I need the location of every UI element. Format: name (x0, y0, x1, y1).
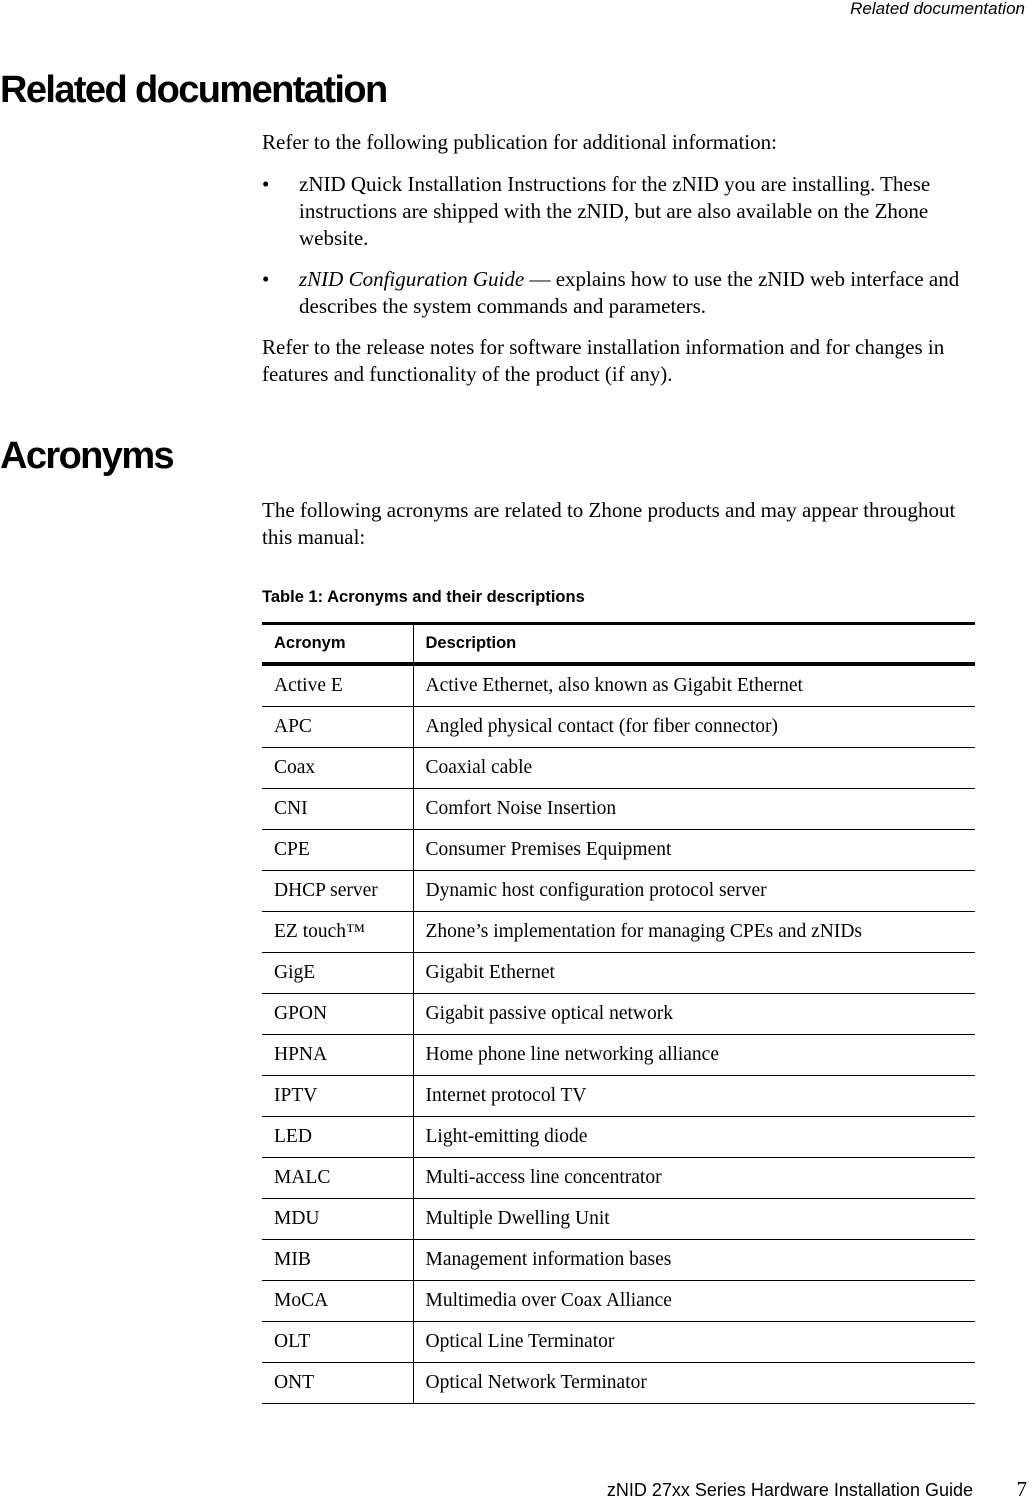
footer-document-title: zNID 27xx Series Hardware Installation Guide (606, 1480, 973, 1500)
description-cell: Zhone’s implementation for managing CPEs and zNIDs (413, 912, 975, 953)
description-cell: Dynamic host configuration protocol server (413, 871, 975, 912)
acronym-cell: Active E (262, 664, 413, 707)
description-cell: Angled physical contact (for fiber connector) (413, 707, 975, 748)
acronym-cell: MoCA (262, 1281, 413, 1322)
acronym-cell: CNI (262, 789, 413, 830)
acronym-cell: ONT (262, 1363, 413, 1404)
table-row (262, 1158, 975, 1199)
table-row (262, 1117, 975, 1158)
acronym-cell: OLT (262, 1322, 413, 1363)
running-header: Related documentation (850, 0, 1025, 18)
bullet-text: zNID Quick Installation Instructions for the zNID you are installing. These instructions are shipped with the zNID, but are also available on the Zhone website. (299, 172, 931, 250)
acronym-cell: Coax (262, 748, 413, 789)
description-cell: Consumer Premises Equipment (413, 830, 975, 871)
related-bullet-1 (262, 171, 982, 252)
table-row (262, 748, 975, 789)
bullet-marker: • (262, 172, 270, 196)
description-cell: Optical Line Terminator (413, 1322, 975, 1363)
acronym-cell: APC (262, 707, 413, 748)
description-cell: Multi-access line concentrator (413, 1158, 975, 1199)
acronym-cell: MDU (262, 1199, 413, 1240)
description-cell: Optical Network Terminator (413, 1363, 975, 1404)
description-cell: Management information bases (413, 1240, 975, 1281)
acronym-cell: LED (262, 1117, 413, 1158)
acronym-cell: MIB (262, 1240, 413, 1281)
description-cell: Comfort Noise Insertion (413, 789, 975, 830)
section-heading-acronyms: Acronyms (0, 435, 174, 477)
acronym-cell: EZ touch™ (262, 912, 413, 953)
table-row (262, 912, 975, 953)
related-intro-paragraph: Refer to the following publication for additional information: (262, 130, 777, 154)
table-row (262, 789, 975, 830)
table-row (262, 830, 975, 871)
table-row (262, 1035, 975, 1076)
table-row (262, 871, 975, 912)
description-cell: Multiple Dwelling Unit (413, 1199, 975, 1240)
description-cell: Home phone line networking alliance (413, 1035, 975, 1076)
acronym-cell: CPE (262, 830, 413, 871)
description-cell: Internet protocol TV (413, 1076, 975, 1117)
table-header-row (262, 624, 975, 665)
page-number: 7 (1016, 1477, 1027, 1501)
description-cell: Gigabit Ethernet (413, 953, 975, 994)
table-row (262, 994, 975, 1035)
column-header-description: Description (413, 624, 975, 665)
release-notes-paragraph: Refer to the release notes for software installation information and for changes in features and functionality of the product (if any). (262, 335, 945, 386)
description-cell: Multimedia over Coax Alliance (413, 1281, 975, 1322)
description-cell: Light-emitting diode (413, 1117, 975, 1158)
table-row (262, 664, 975, 707)
acronym-cell: MALC (262, 1158, 413, 1199)
table-row (262, 707, 975, 748)
table-caption: Table 1: Acronyms and their descriptions (262, 588, 585, 606)
bullet-text (299, 266, 982, 320)
related-bullet-2 (262, 266, 982, 320)
acronym-cell: IPTV (262, 1076, 413, 1117)
description-cell: Coaxial cable (413, 748, 975, 789)
description-cell: Gigabit passive optical network (413, 994, 975, 1035)
table-row (262, 953, 975, 994)
section-heading-related-documentation: Related documentation (0, 69, 387, 111)
table-row (262, 1076, 975, 1117)
table-body (262, 664, 975, 1404)
acronym-cell: DHCP server (262, 871, 413, 912)
acronyms-intro-paragraph: The following acronyms are related to Zhone products and may appear throughout this manual: (262, 498, 956, 549)
table-row (262, 1363, 975, 1404)
column-header-acronym: Acronym (262, 624, 413, 665)
acronym-cell: HPNA (262, 1035, 413, 1076)
description-cell: Active Ethernet, also known as Gigabit Ethernet (413, 664, 975, 707)
config-guide-description: — explains how to use the zNID web interface and describes the system commands and parameters. (299, 267, 960, 318)
config-guide-title: zNID Configuration Guide (299, 267, 525, 291)
bullet-marker: • (262, 267, 270, 291)
table-row (262, 1240, 975, 1281)
acronym-cell: GPON (262, 994, 413, 1035)
table-row (262, 1199, 975, 1240)
acronym-cell: GigE (262, 953, 413, 994)
table-row (262, 1322, 975, 1363)
acronyms-table (262, 622, 975, 1404)
table-row (262, 1281, 975, 1322)
